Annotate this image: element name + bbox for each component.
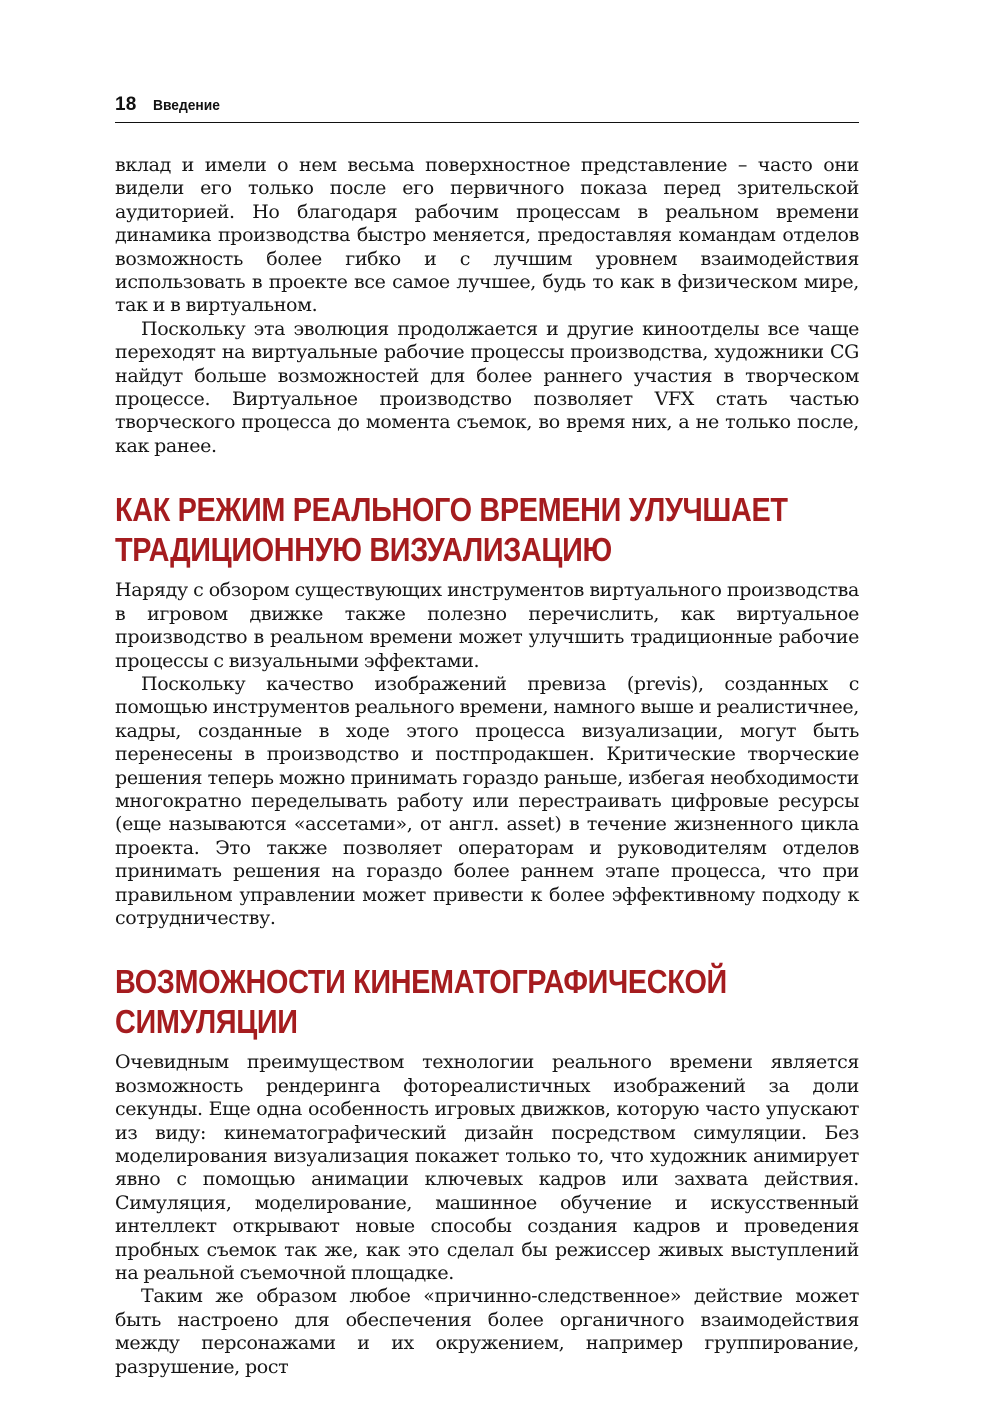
- section1-paragraph-1: Наряду с обзором существующих инструментов виртуального производства в игровом движке также полезно перечислить, как виртуальное производство в реальном времени может улучшить традиционные рабочие процессы с визуальными эффектами.: [115, 579, 859, 672]
- intro-paragraph-1: вклад и имели о нем весьма поверхностное представление – часто они видели его только после его первичного показа перед зрительской аудиторией. Но благодаря рабочим процессам в реальном времени динамика производства быстро меняется, предоставляя командам отделов возможность более гибко и с лучшим уровнем взаимодействия использовать в проекте все самое лучшее, будь то как в физическом мире, так и в виртуальном.: [115, 154, 859, 317]
- chapter-title: Введение: [152, 97, 220, 114]
- section2-paragraph-2: Таким же образом любое «причинно-следственное» действие может быть настроено для обеспечения более органичного взаимодействия между персонажами и их окружением, например группирование, разрушение, рост: [115, 1285, 859, 1378]
- section1-paragraph-2: Поскольку качество изображений превиза (previs), созданных с помощью инструментов реального времени, намного выше и реалистичнее, кадры, созданные в ходе этого процесса визуализации, могут быть перенесены в производство и постпродакшен. Критические творческие решения теперь можно принимать гораздо раньше, избегая необходимости многократно переделывать работу или перестраивать цифровые ресурсы (еще называются «ассетами», от англ. asset) в течение жизненного цикла проекта. Это также позволяет операторам и руководителям отделов принимать решения на гораздо более раннем этапе процесса, что при правильном управлении может привести к более эффективному подходу к сотрудничеству.: [115, 672, 859, 929]
- section-heading-realtime-visualization: КАК РЕЖИМ РЕАЛЬНОГО ВРЕМЕНИ УЛУЧШАЕТ ТРАДИЦИОННУЮ ВИЗУАЛИЗАЦИЮ: [115, 492, 788, 570]
- section2-paragraph-1: Очевидным преимуществом технологии реального времени является возможность рендеринга фотореалистичных изображений за доли секунды. Еще одна особенность игровых движков, которую часто упускают из виду: кинематографический дизайн посредством симуляции. Без моделирования визуализация покажет только то, что художник анимирует явно с помощью анимации ключевых кадров или захвата действия. Симуляция, моделирование, машинное обучение и искусственный интеллект открывают новые способы создания кадров и проведения пробных съемок так же, как это сделал бы режиссер живых выступлений на реальной съемочной площадке.: [115, 1051, 859, 1285]
- running-header: [115, 94, 859, 123]
- section-heading-cinematic-simulation: ВОЗМОЖНОСТИ КИНЕМАТОГРАФИЧЕСКОЙ СИМУЛЯЦИИ: [115, 964, 727, 1042]
- intro-paragraph-2: Поскольку эта эволюция продолжается и другие киноотделы все чаще переходят на виртуальные рабочие процессы производства, художники CG найдут больше возможностей для более раннего участия в творческом процессе. Виртуальное производство позволяет VFX стать частью творческого процесса до момента съемок, во время них, а не только после, как ранее.: [115, 317, 859, 457]
- page-body: [115, 154, 859, 1379]
- page-number: 18: [115, 94, 137, 115]
